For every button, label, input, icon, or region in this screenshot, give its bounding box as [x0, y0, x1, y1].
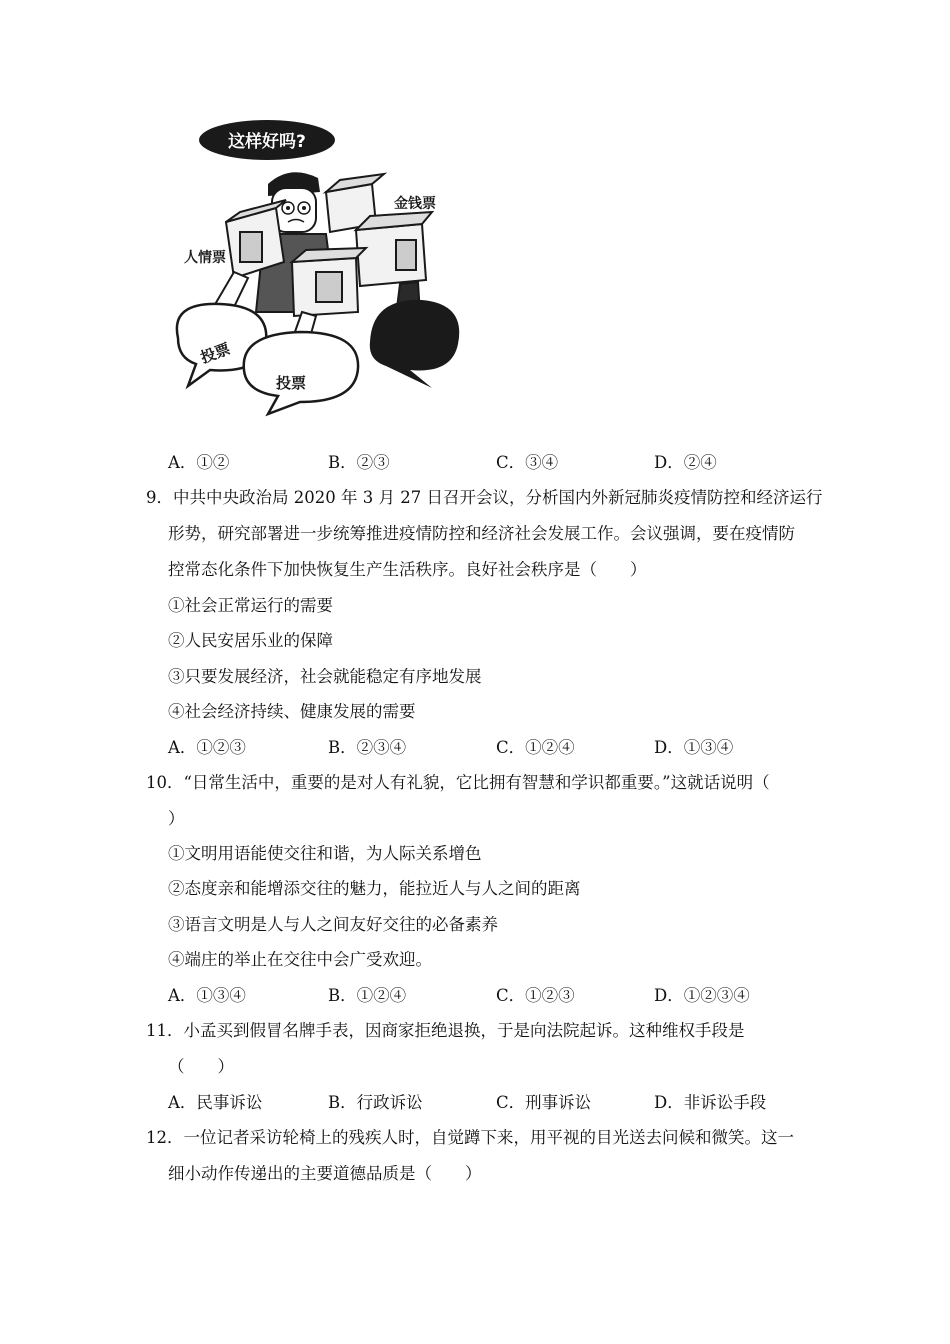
bubble-right-dark	[370, 300, 459, 388]
q11-option-d: D．非诉讼手段	[654, 1093, 767, 1112]
q11-option-b: B．行政诉讼	[328, 1093, 423, 1112]
q9-option-c: C．①②④	[496, 738, 575, 757]
q10-stem-line-2: ）	[168, 809, 185, 828]
label-money-votes: 金钱票	[394, 196, 436, 212]
q10-option-d: D．①②③④	[654, 986, 750, 1005]
label-vote-center: 投票	[276, 374, 307, 392]
q11-stem-line-2: （ ）	[168, 1057, 234, 1076]
ballot-box-center	[292, 248, 366, 316]
q11-option-c: C．刑事诉讼	[496, 1093, 592, 1112]
q9-option-a: A．①②③	[168, 738, 246, 757]
q9-stem-line-2: 形势，研究部署进一步统筹推进疫情防控和经济社会发展工作。会议强调，要在疫情防	[168, 524, 795, 543]
q11-option-a: A．民事诉讼	[168, 1093, 263, 1112]
speech-text: 这样好吗?	[228, 132, 306, 152]
q10-option-b: B．①②④	[328, 986, 407, 1005]
q8-option-d: D．②④	[654, 453, 717, 472]
q10-item-2: ②态度亲和能增添交往的魅力，能拉近人与人之间的距离	[168, 879, 581, 898]
cartoon-illustration	[160, 112, 470, 422]
q8-option-a: A．①②	[168, 453, 230, 472]
q10-item-3: ③语言文明是人与人之间友好交往的必备素养	[168, 915, 498, 934]
q9-item-3: ③只要发展经济，社会就能稳定有序地发展	[168, 667, 482, 686]
q8-option-c: C．③④	[496, 453, 559, 472]
q10-option-a: A．①③④	[168, 986, 246, 1005]
bubble-center	[244, 332, 358, 414]
ballot-box-right	[356, 212, 432, 286]
q10-option-c: C．①②③	[496, 986, 575, 1005]
q9-option-b: B．②③④	[328, 738, 407, 757]
q9-stem-line-3: 控常态化条件下加快恢复生产生活秩序。良好社会秩序是（ ）	[168, 560, 647, 579]
q12-stem-line-2: 细小动作传递出的主要道德品质是（ ）	[168, 1164, 482, 1183]
label-vote-left: 投票	[198, 339, 233, 367]
q9-stem-line-1: 9．中共中央政治局 2020 年 3 月 27 日召开会议，分析国内外新冠肺炎疫情防控和经济运行	[146, 488, 823, 507]
q9-option-d: D．①③④	[654, 738, 734, 757]
label-favor-votes: 人情票	[184, 250, 226, 266]
q9-item-1: ①社会正常运行的需要	[168, 596, 333, 615]
q12-stem-line-1: 12．一位记者采访轮椅上的残疾人时，自觉蹲下来，用平视的目光送去问候和微笑。这一	[146, 1128, 794, 1147]
q11-stem-line-1: 11．小孟买到假冒名牌手表，因商家拒绝退换，于是向法院起诉。这种维权手段是	[146, 1021, 745, 1040]
q9-item-4: ④社会经济持续、健康发展的需要	[168, 702, 416, 721]
q8-option-b: B．②③	[328, 453, 390, 472]
q10-item-4: ④端庄的举止在交往中会广受欢迎。	[168, 950, 432, 969]
q9-item-2: ②人民安居乐业的保障	[168, 631, 333, 650]
q10-item-1: ①文明用语能使交往和谐，为人际关系增色	[168, 844, 482, 863]
q10-stem-line-1: 10．“日常生活中，重要的是对人有礼貌，它比拥有智慧和学识都重要。”这就话说明（	[146, 773, 770, 792]
